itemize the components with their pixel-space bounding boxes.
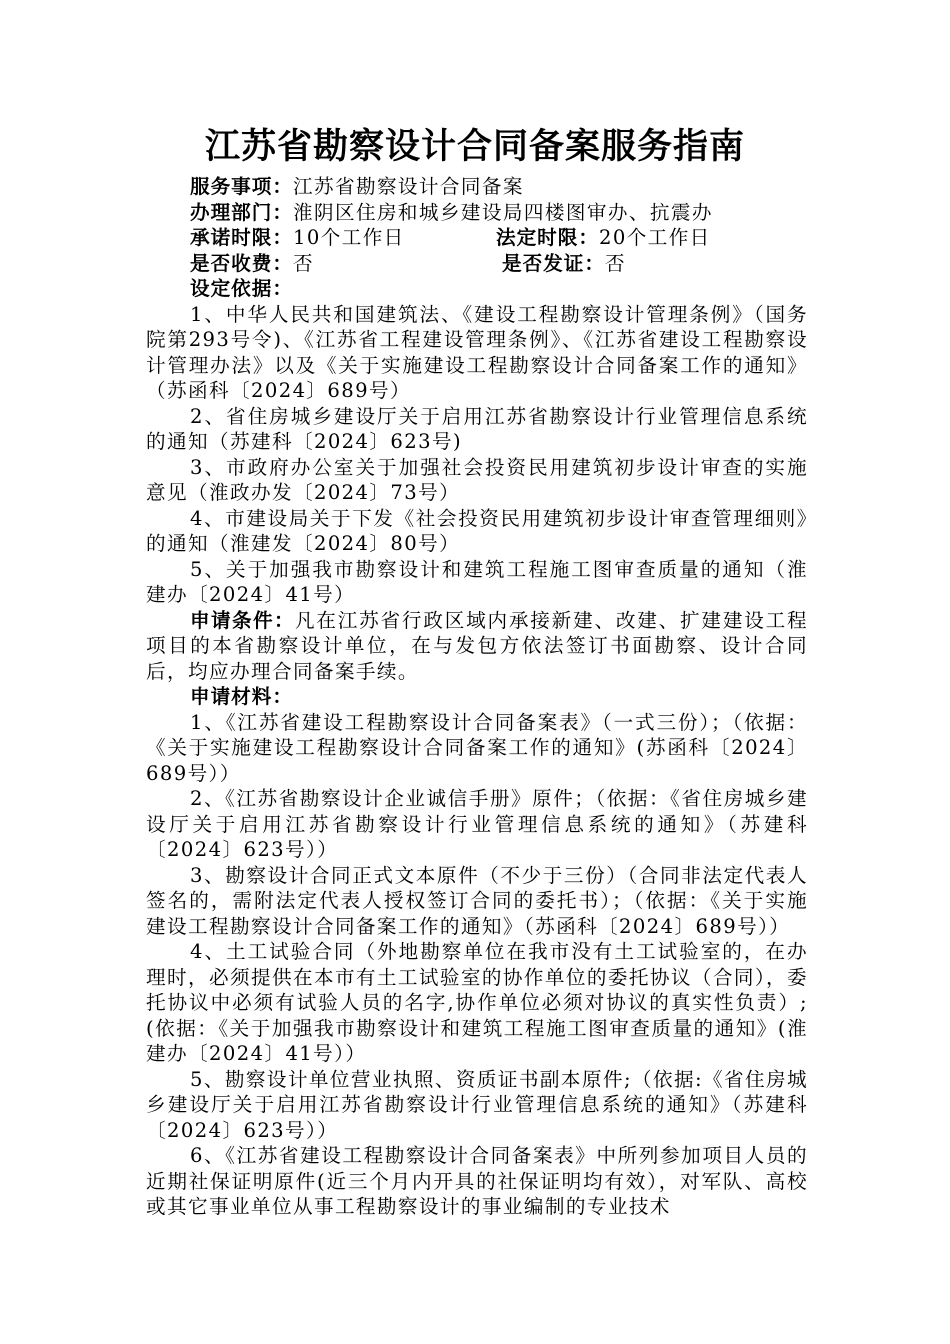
basis-label: 设定依据： — [190, 277, 293, 300]
department-value: 淮阴区住房和城乡建设局四楼图审办、抗震办 — [292, 200, 713, 224]
service-item-row — [146, 174, 808, 200]
legal-time-label: 法定时限： — [496, 226, 599, 249]
material-item-5: 5、勘察设计单位营业执照、资质证书副本原件;（依据:《省住房城乡建设厅关于启用江苏省勘察设计行业管理信息系统的通知》（苏建科〔2024〕623号）） — [146, 1067, 808, 1142]
legal-time-group — [496, 225, 711, 251]
legal-time-value: 20个工作日 — [598, 226, 711, 249]
time-limit-row — [146, 225, 808, 251]
materials-label: 申请材料： — [190, 685, 293, 708]
conditions-paragraph — [146, 608, 808, 685]
material-item-1: 1、《江苏省建设工程勘察设计合同备案表》（一式三份）；（依据：《关于实施建设工程勘察设计合同备案工作的通知》(苏函科〔2024〕689号）） — [146, 710, 808, 785]
materials-label-row — [146, 684, 808, 710]
basis-item-4: 4、市建设局关于下发《社会投资民用建筑初步设计审查管理细则》的通知（淮建发〔2024〕80号） — [146, 506, 808, 555]
department-row — [146, 200, 808, 226]
basis-item-1: 1、中华人民共和国建筑法、《建设工程勘察设计管理条例》（国务院第293号令)、《江苏省工程建设管理条例》、《江苏省建设工程勘察设计管理办法》以及《关于实施建设工程勘察设计合同备案工作的通知》（苏函科〔2024〕689号） — [146, 302, 808, 402]
fee-label: 是否收费： — [190, 251, 293, 275]
basis-item-5: 5、关于加强我市勘察设计和建筑工程施工图审查质量的通知（淮建办〔2024〕41号） — [146, 557, 808, 606]
document-title: 江苏省勘察设计合同备案服务指南 — [204, 126, 745, 167]
certificate-label: 是否发证： — [502, 251, 605, 275]
service-item-value: 江苏省勘察设计合同备案 — [292, 175, 524, 198]
material-item-3: 3、勘察设计合同正式文本原件（不少于三份）（合同非法定代表人签名的，需附法定代表人授权签订合同的委托书）；（依据：《关于实施建设工程勘察设计合同备案工作的通知》（苏函科〔2024〕689号）） — [146, 863, 808, 938]
conditions-label: 申请条件： — [190, 608, 295, 632]
fee-value: 否 — [292, 251, 314, 275]
document-body — [146, 174, 808, 1220]
conditions-text: 凡在江苏省行政区域内承接新建、改建、扩建建设工程项目的本省勘察设计单位，在与发包方依法签订书面勘察、设计合同后，均应办理合同备案手续。 — [146, 608, 808, 683]
promise-time-value: 10个工作日 — [292, 226, 405, 249]
material-item-4: 4、土工试验合同（外地勘察单位在我市没有土工试验室的，在办理时，必须提供在本市有土工试验室的协作单位的委托协议（合同），委托协议中必须有试验人员的名字,协作单位必须对协议的真实性负责）;(依据：《关于加强我市勘察设计和建筑工程施工图审查质量的通知》(淮建办〔2024〕41号）） — [146, 940, 808, 1065]
certificate-value: 否 — [604, 251, 626, 275]
certificate-group — [502, 251, 626, 277]
promise-time-label: 承诺时限： — [190, 226, 293, 249]
department-label: 办理部门： — [190, 200, 293, 224]
basis-item-3: 3、市政府办公室关于加强社会投资民用建筑初步设计审查的实施意见（淮政办发〔2024〕73号） — [146, 455, 808, 504]
material-item-2: 2、《江苏省勘察设计企业诚信手册》原件；（依据：《省住房城乡建设厅关于启用江苏省勘察设计行业管理信息系统的通知》（苏建科〔2024〕623号）） — [146, 787, 808, 861]
fee-row — [146, 251, 808, 277]
basis-label-row — [146, 276, 808, 302]
service-item-label: 服务事项： — [190, 175, 293, 198]
basis-item-2: 2、省住房城乡建设厅关于启用江苏省勘察设计行业管理信息系统的通知（苏建科〔2024〕623号) — [146, 404, 808, 453]
material-item-6: 6、《江苏省建设工程勘察设计合同备案表》中所列参加项目人员的近期社保证明原件(近三个月内开具的社保证明均有效），对军队、高校或其它事业单位从事工程勘察设计的事业编制的专业技术 — [146, 1144, 808, 1218]
